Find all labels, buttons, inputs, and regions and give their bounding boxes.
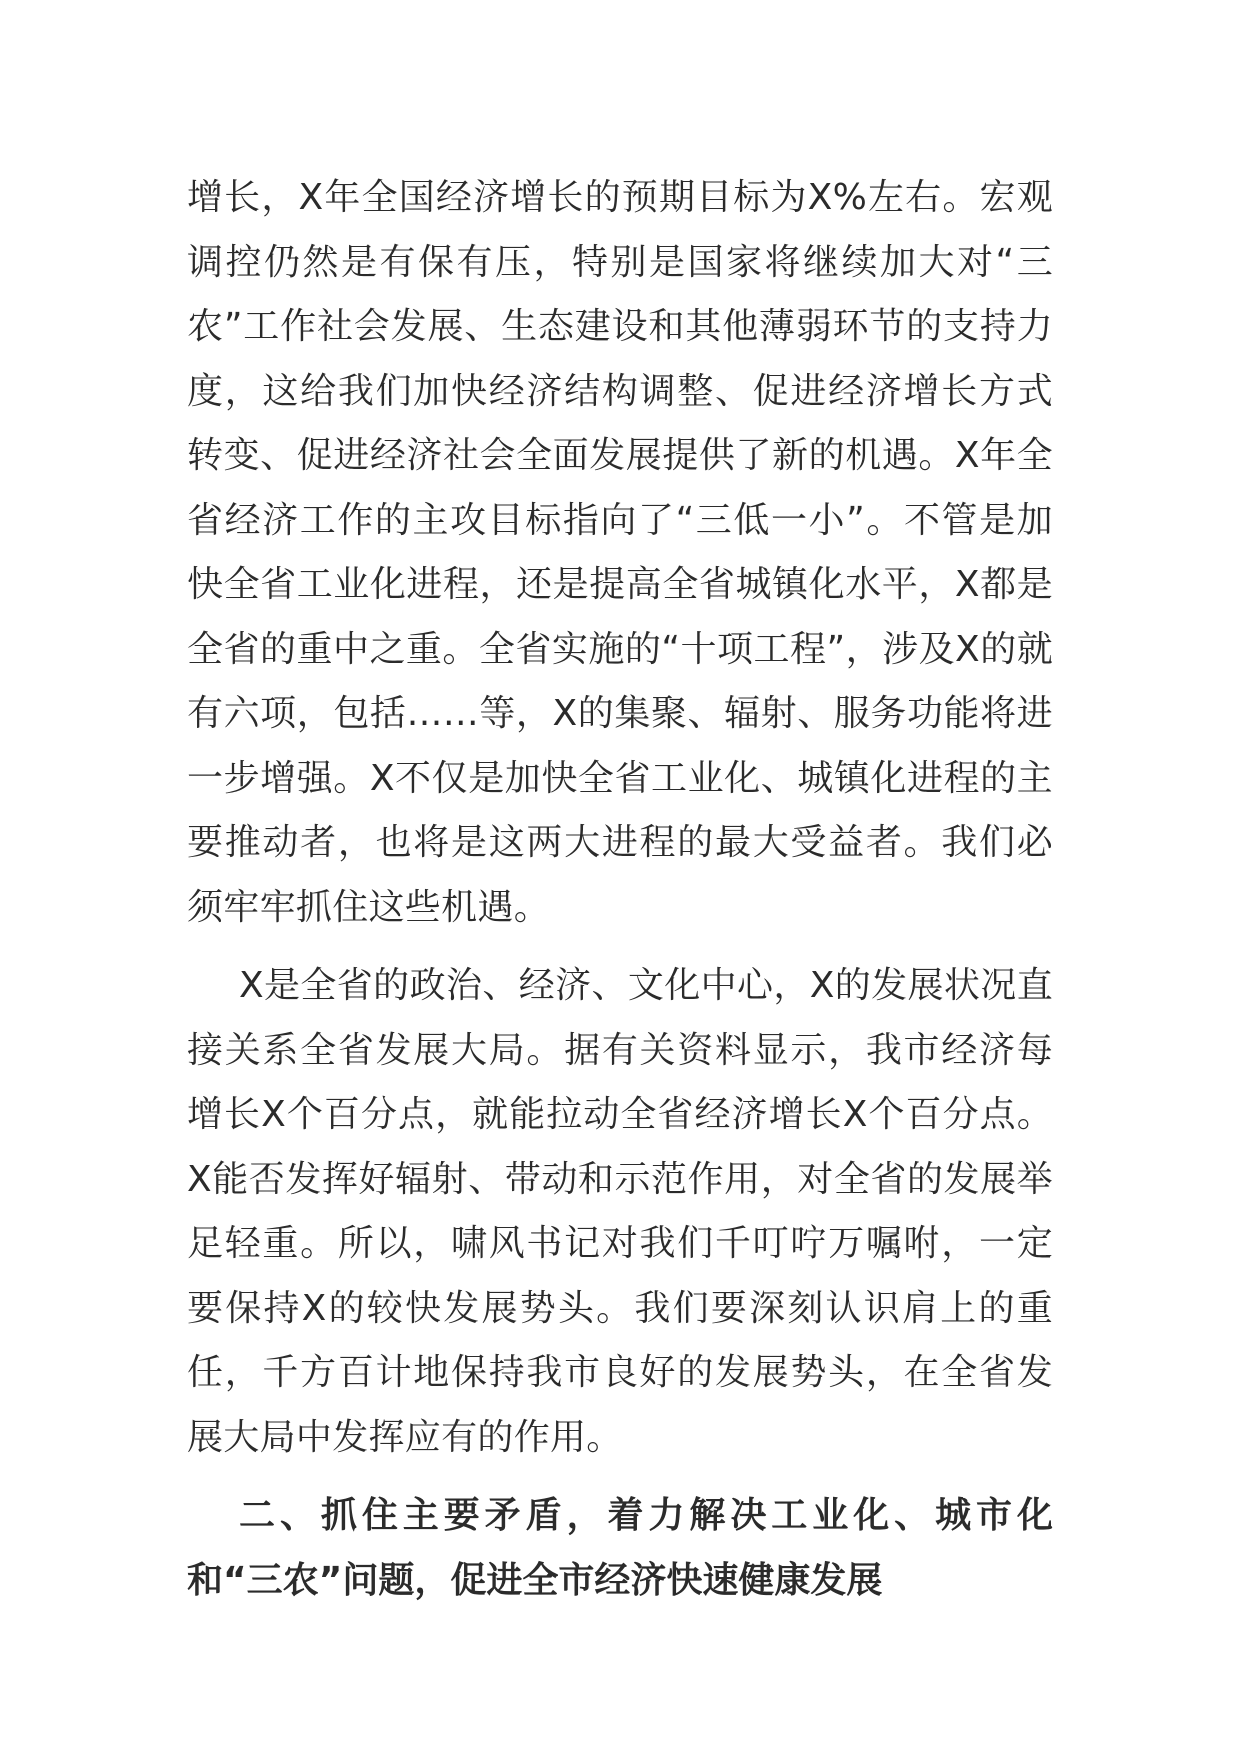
paragraph-continued: 增长，X年全国经济增长的预期目标为X%左右。宏观调控仍然是有保有压，特别是国家将继续加大对“三农”工作社会发展、生态建设和其他薄弱环节的支持力度，这给我们加快经济结构调整、促进经济增长方式转变、促进经济社会全面发展提供了新的机遇。X年全省经济工作的主攻目标指向了“三低一小”。不管是加快全省工业化进程，还是提高全省城镇化水平，X都是全省的重中之重。全省实施的“十项工程”，涉及X的就有六项，包括……等，X的集聚、辐射、服务功能将进一步增强。X不仅是加快全省工业化、城镇化进程的主要推动者，也将是这两大进程的最大受益者。我们必须牢牢抓住这些机遇。 [187, 177, 1053, 928]
document-body [187, 166, 1053, 1613]
paragraph-gap [187, 1470, 1053, 1484]
section-heading: 二、抓住主要矛盾，着力解决工业化、城市化和“三农”问题，促进全市经济快速健康发展 [187, 1495, 1053, 1601]
paragraph-gap [187, 940, 1053, 954]
paragraph-capital-role: X是全省的政治、经济、文化中心，X的发展状况直接关系全省发展大局。据有关资料显示，我市经济每增长X个百分点，就能拉动全省经济增长X个百分点。X能否发挥好辐射、带动和示范作用，对全省的发展举足轻重。所以，啸风书记对我们千叮咛万嘱咐，一定要保持X的较快发展势头。我们要深刻认识肩上的重任，千方百计地保持我市良好的发展势头，在全省发展大局中发挥应有的作用。 [187, 965, 1053, 1458]
